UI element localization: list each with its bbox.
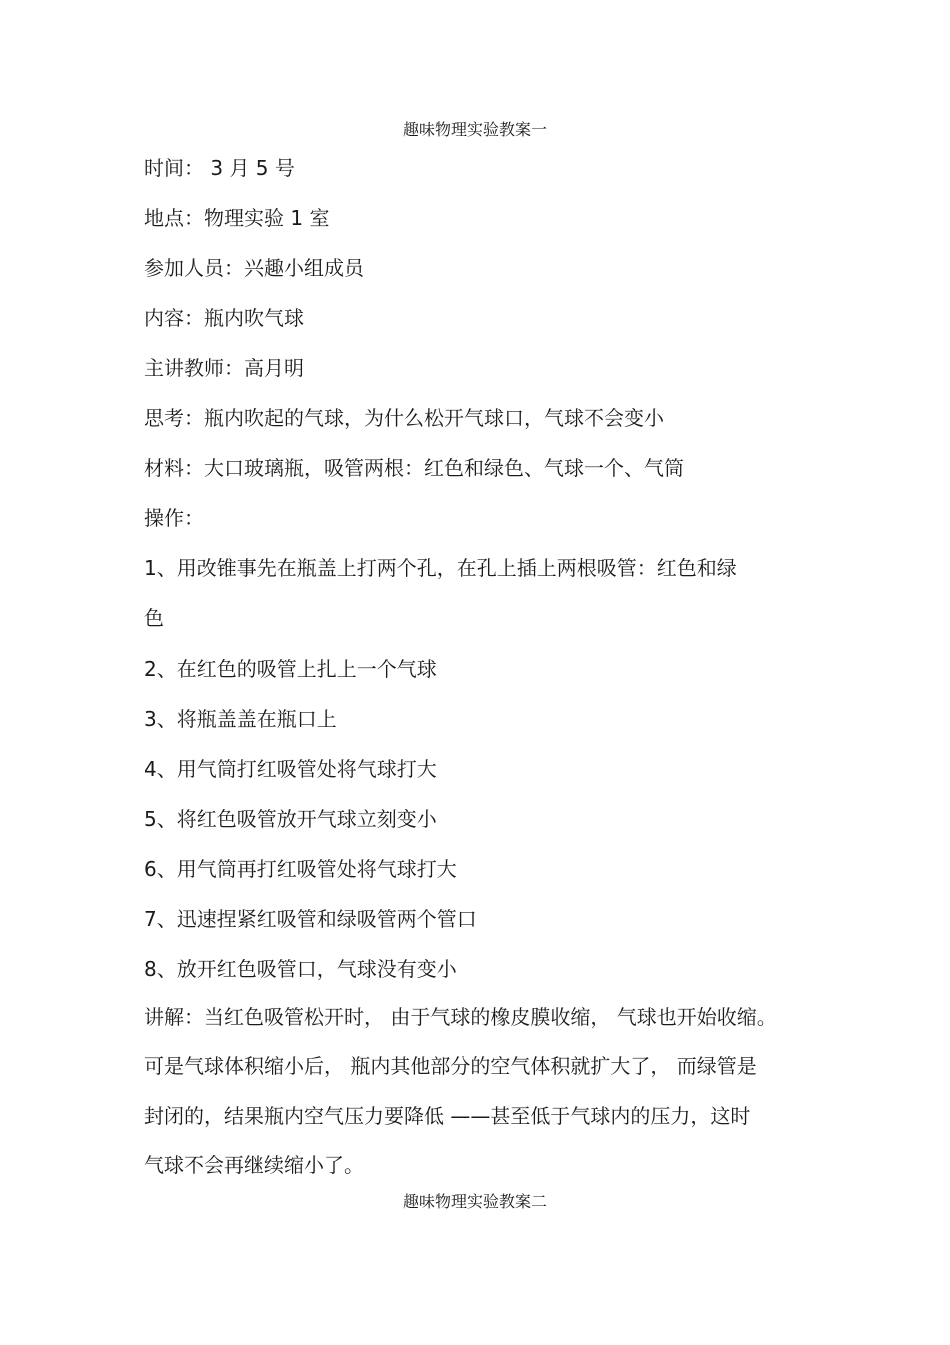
explanation-line: 可是气球体积缩小后， 瓶内其他部分的空气体积就扩大了， 而绿管是 <box>144 1054 757 1078</box>
operation-heading: 操作： <box>144 506 204 530</box>
explanation-line: 讲解：当红色吸管松开时， 由于气球的橡皮膜收缩， 气球也开始收缩。 <box>144 1005 777 1029</box>
teacher-line: 主讲教师：高月明 <box>144 356 304 380</box>
materials-line: 材料：大口玻璃瓶，吸管两根：红色和绿色、气球一个、气筒 <box>144 456 684 480</box>
time-line: 时间： 3 月 5 号 <box>144 156 295 180</box>
content-line: 内容：瓶内吹气球 <box>144 306 304 330</box>
explanation-line: 气球不会再继续缩小了。 <box>144 1153 364 1177</box>
location-line: 地点：物理实验 1 室 <box>144 206 330 230</box>
step-line: 2、在红色的吸管上扎上一个气球 <box>144 657 437 681</box>
question-line: 思考：瓶内吹起的气球，为什么松开气球口，气球不会变小 <box>144 406 664 430</box>
explanation-line: 封闭的，结果瓶内空气压力要降低 ——甚至低于气球内的压力，这时 <box>144 1104 751 1128</box>
step-line: 3、将瓶盖盖在瓶口上 <box>144 707 337 731</box>
step-line: 4、用气筒打红吸管处将气球打大 <box>144 757 437 781</box>
step-line: 8、放开红色吸管口，气球没有变小 <box>144 957 457 981</box>
step-line: 5、将红色吸管放开气球立刻变小 <box>144 807 437 831</box>
step-line: 7、迅速捏紧红吸管和绿吸管两个管口 <box>144 907 477 931</box>
step-line: 6、用气筒再打红吸管处将气球打大 <box>144 857 457 881</box>
participants-line: 参加人员：兴趣小组成员 <box>144 256 364 280</box>
lesson-1-title: 趣味物理实验教案一 <box>402 120 547 139</box>
step-line: 1、用改锥事先在瓶盖上打两个孔，在孔上插上两根吸管：红色和绿 <box>144 556 737 580</box>
lesson-2-title: 趣味物理实验教案二 <box>402 1192 547 1211</box>
step-line: 色 <box>144 606 164 630</box>
